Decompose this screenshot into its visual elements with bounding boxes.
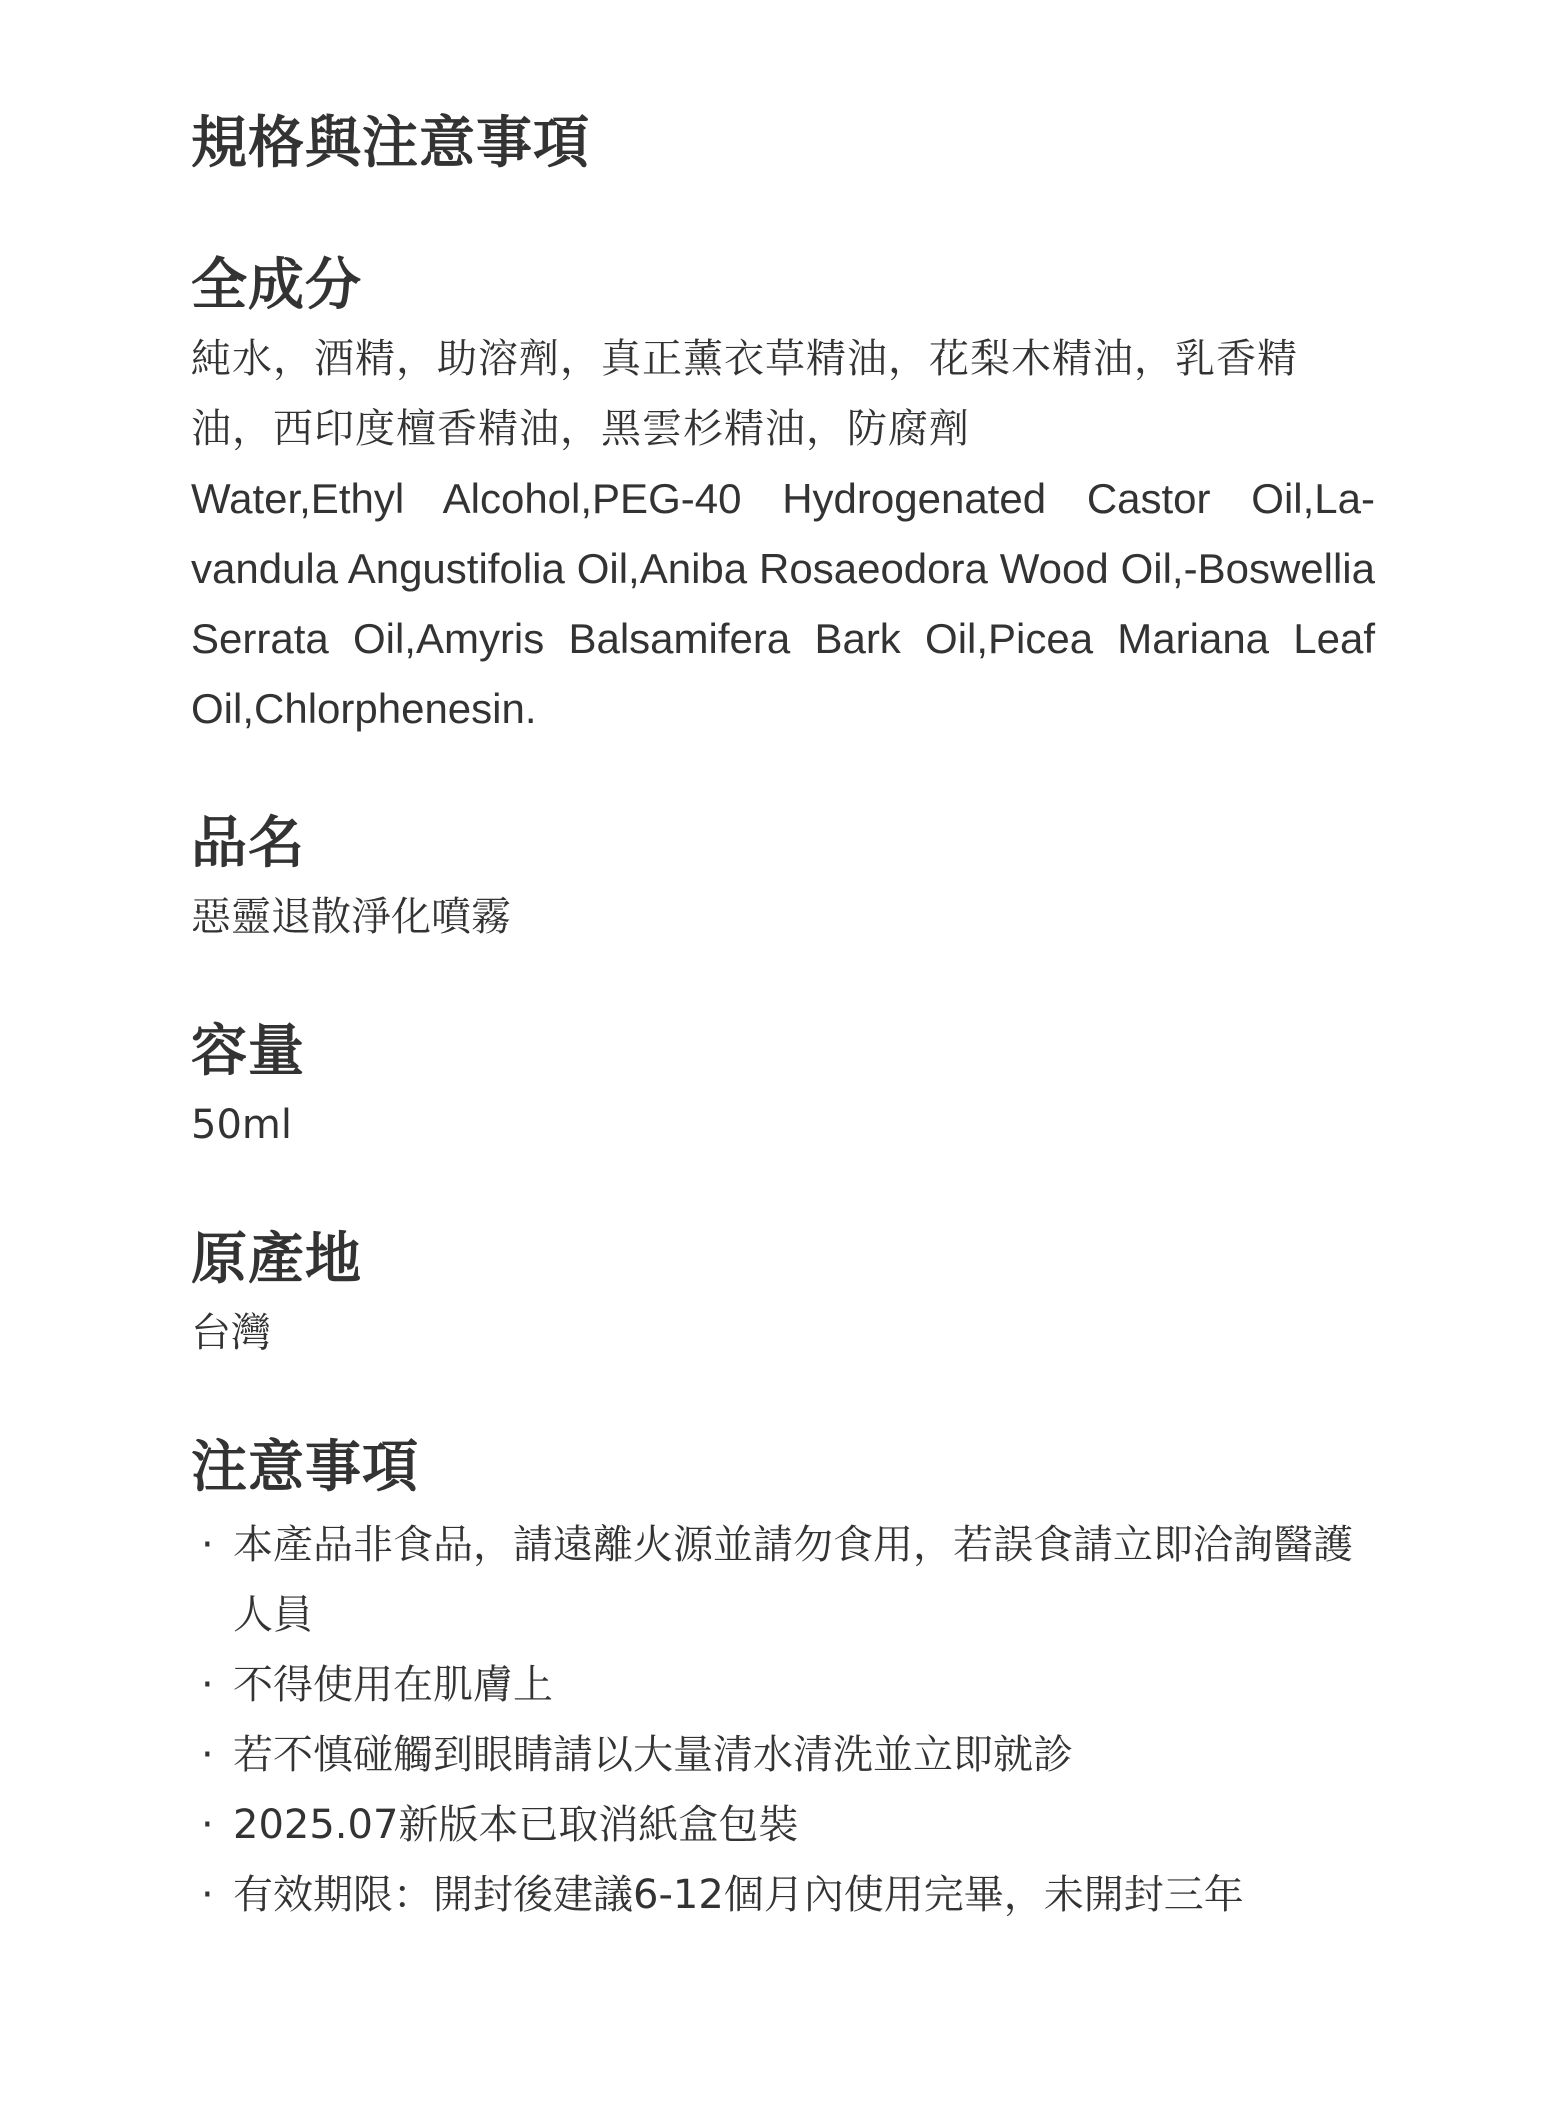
bullet-dot: ·: [201, 1522, 214, 1568]
volume-heading: 容量: [191, 1019, 305, 1084]
list-item: [191, 1720, 1375, 1790]
page-title: 規格與注意事項: [191, 111, 590, 176]
note-text: 2025.07新版本已取消紙盒包裝: [233, 1802, 799, 1848]
bullet-dot: ·: [201, 1732, 214, 1778]
volume-section: [191, 1014, 1375, 1160]
list-item: [191, 1860, 1375, 1930]
origin-heading: 原產地: [191, 1227, 362, 1292]
notes-list: [191, 1510, 1375, 1930]
product-name-value: 惡靈退散淨化噴霧: [191, 894, 511, 940]
ingredients-english-text: Water,Ethyl Alcohol,PEG-40 Hydrogenated Castor Oil,La-vandula Angustifolia Oil,Aniba Rosaeodora Wood Oil,-Boswellia Serrata Oil,Amyris Balsamifera Bark Oil,Picea Mariana Leaf Oil,Chlorphenesin.: [191, 475, 1375, 732]
ingredients-section: [191, 248, 1375, 744]
list-item: [191, 1650, 1375, 1720]
list-item: [191, 1510, 1375, 1650]
note-text: 本產品非食品，請遠離火源並請勿食用，若誤食請立即洽詢醫護人員: [233, 1522, 1353, 1638]
notes-section: [191, 1430, 1375, 1930]
origin-section: [191, 1222, 1375, 1368]
product-name-section: [191, 806, 1375, 952]
note-text: 不得使用在肌膚上: [233, 1662, 553, 1708]
bullet-dot: ·: [201, 1872, 214, 1918]
origin-value: 台灣: [191, 1310, 271, 1356]
note-text: 若不慎碰觸到眼睛請以大量清水清洗並立即就診: [233, 1732, 1073, 1778]
list-item: [191, 1790, 1375, 1860]
product-name-heading: 品名: [191, 811, 305, 876]
bullet-dot: ·: [201, 1662, 214, 1708]
ingredients-chinese-text: 純水，酒精，助溶劑，真正薰衣草精油，花梨木精油，乳香精油，西印度檀香精油，黑雲杉精油，防腐劑: [191, 336, 1298, 452]
ingredients-heading: 全成分: [191, 253, 362, 318]
notes-heading: 注意事項: [191, 1435, 419, 1500]
note-text: 有效期限：開封後建議6-12個月內使用完畢，未開封三年: [233, 1872, 1244, 1918]
volume-value: 50ml: [191, 1102, 292, 1148]
bullet-dot: ·: [201, 1802, 214, 1848]
